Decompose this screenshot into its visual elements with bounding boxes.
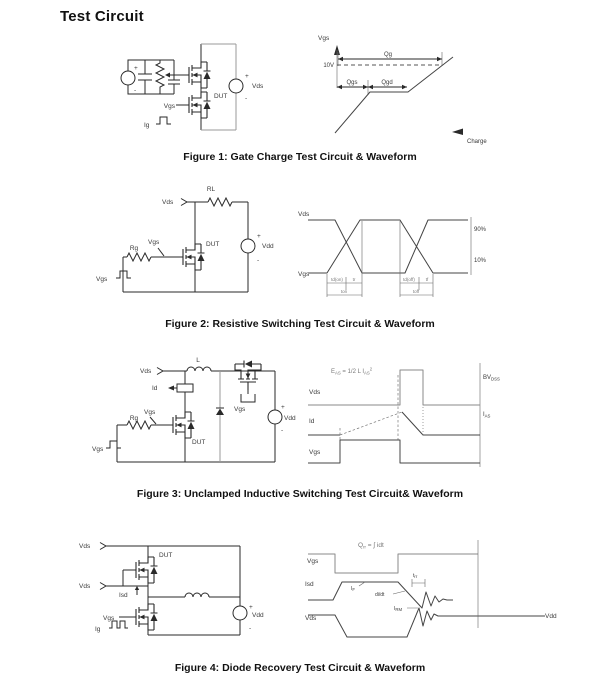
inductor-symbol	[185, 593, 209, 597]
fig1-mosfet-dut	[181, 92, 211, 118]
fig2-rl-label: RL	[206, 186, 216, 193]
fig4-caption: Figure 4: Diode Recovery Test Circuit & Waveform	[174, 662, 426, 674]
vdd-minus-label: -	[249, 625, 252, 632]
pulse-glyph	[106, 441, 121, 448]
vds-trace	[308, 608, 545, 637]
vds-probe-icon	[181, 199, 187, 206]
fig4-vgs-label: Vgs	[103, 615, 115, 622]
fig3-caption: Figure 3: Unclamped Inductive Switching Test Circuit& Waveform	[136, 488, 464, 500]
vds-probe-icon	[157, 368, 163, 375]
rg-resistor-symbol	[127, 253, 151, 261]
fig3-vdd-label: Vdd	[284, 415, 296, 422]
pulse-glyph	[156, 117, 171, 124]
fig2-circuit-diagram	[90, 180, 290, 302]
ias-label: $I_{AS}$	[483, 412, 491, 419]
fig2-waveform-chart	[290, 195, 505, 307]
fig2-vgs-drive-label: Vgs	[96, 276, 108, 283]
p90-label: 90%	[474, 227, 487, 233]
vds-source-symbol	[229, 79, 243, 93]
v10-label: 10V	[323, 63, 334, 69]
vds-probe-icon	[100, 543, 106, 550]
clamp-gate-pulse-glyph	[241, 390, 255, 402]
fig4-wave-vgs-label: Vgs	[307, 558, 319, 565]
fig1-vgs-label: Vgs	[163, 103, 175, 110]
fig4-wave-isd-label: Isd	[305, 581, 314, 588]
toff-label: toff	[412, 289, 420, 294]
fig3-wave-vgs-label: Vgs	[309, 449, 321, 456]
vds-plus-label: +	[245, 73, 249, 80]
bvdss-label: $BV_{DSS}$	[483, 375, 500, 382]
irm-label: IRM	[394, 606, 403, 613]
double-pulse-glyph	[109, 621, 128, 628]
fig1-waveform-chart	[300, 25, 500, 150]
td-off-label: td(off)	[403, 277, 415, 282]
qgs-label: Qgs	[346, 80, 358, 86]
polarity-plus-label: +	[134, 65, 138, 72]
fig4-isd-label: Isd	[119, 592, 128, 599]
fig1-ig-label: Ig	[144, 122, 150, 129]
vgs-trace	[308, 440, 480, 463]
qrr-formula: $Q_{rr}$ = ∫ idt	[358, 542, 384, 550]
charge-axis-arrow-icon	[452, 129, 463, 136]
fig4-annotations	[359, 579, 425, 608]
id-trace	[308, 412, 480, 435]
vds-minus-label: -	[245, 95, 248, 102]
fig1-vds-label: Vds	[252, 83, 264, 90]
fig4-wave-vds-label: Vds	[305, 615, 317, 622]
fig2-vds-label: Vds	[162, 199, 174, 206]
ton-label: ton	[340, 289, 348, 294]
fig2-wave-vds-label: Vds	[298, 211, 310, 218]
fig3-wave-vds-label: Vds	[309, 389, 321, 396]
p10-label: 10%	[474, 258, 487, 264]
fig4-mosfet-bottom	[128, 604, 158, 630]
vdd-plus-label: +	[281, 404, 285, 411]
fig1-mosfet-top	[181, 62, 211, 88]
vgs-probe-line	[158, 248, 164, 256]
fig4-vdd-label: Vdd	[252, 612, 264, 619]
fig2-vdd-label: Vdd	[262, 243, 274, 250]
fig4-vds-top-label: Vds	[79, 543, 91, 550]
fig3-mosfet-clamp	[235, 361, 261, 391]
trr-label: trr	[413, 573, 418, 580]
polarity-minus-label: -	[134, 87, 137, 94]
fig2-dut-label: DUT	[206, 241, 220, 248]
isd-arrow	[135, 586, 139, 590]
fig4-wave-vdd-label: Vdd	[545, 613, 557, 620]
charge-axis-label: Charge	[467, 139, 487, 145]
vdd-minus-label: -	[281, 427, 284, 434]
fig3-circuit-diagram	[90, 350, 302, 472]
tf-label: tf	[425, 277, 429, 282]
didt-label: di/dt	[375, 592, 385, 598]
rg-resistor-symbol	[127, 421, 151, 429]
fig4-dut-label: DUT	[159, 552, 173, 559]
vdd-plus-label: +	[249, 604, 253, 611]
fig3-vgs-clamp-label: Vgs	[234, 406, 246, 413]
fig2-wave-vgs-label: Vgs	[298, 271, 310, 278]
fig4-wires	[100, 543, 247, 636]
vgs-probe-line	[150, 417, 156, 424]
fig2-timing-marks	[327, 221, 433, 297]
if-label: IF	[351, 586, 356, 593]
id-current-probe	[177, 384, 193, 392]
tr-label: tr	[352, 277, 356, 282]
fig3-vgs-probe-label: Vgs	[144, 409, 156, 416]
vgs-trace	[308, 220, 468, 273]
vds-trace	[308, 370, 480, 405]
voltage-source-symbol	[121, 71, 135, 85]
fig3-dut-label: DUT	[192, 439, 206, 446]
vdd-source-symbol	[268, 410, 282, 424]
fig1-wave-vgs-axis-label: Vgs	[318, 35, 330, 42]
vdd-plus-label: +	[257, 233, 261, 240]
fig4-ig-label: Ig	[95, 626, 101, 633]
vdd-minus-label: -	[257, 257, 260, 264]
wiper-arrow	[165, 73, 170, 78]
vgs-trace	[308, 554, 478, 573]
fig3-wave-id-label: Id	[309, 418, 315, 425]
fig1-dut-label: DUT	[214, 93, 228, 100]
eas-formula: $E_{AS} = 1/2$ L $I_{AS}^2$	[331, 366, 373, 376]
fig1-circuit-diagram	[108, 30, 300, 152]
id-ramp-dashed	[340, 412, 402, 435]
fig2-mosfet-dut	[175, 244, 205, 270]
page-title: Test Circuit	[60, 8, 144, 25]
fig3-mosfet-dut	[165, 412, 195, 438]
gate-charge-trace	[335, 57, 453, 133]
fig3-l-label: L	[196, 357, 200, 364]
freewheel-diode	[216, 409, 224, 416]
fig1-caption: Figure 1: Gate Charge Test Circuit & Waveform	[183, 151, 417, 163]
fig4-waveform-chart	[295, 530, 560, 650]
td-on-label: td(on)	[331, 277, 343, 282]
fig4-mosfet-dut	[128, 557, 158, 583]
vdd-source-symbol	[241, 239, 255, 253]
fig2-vgs-probe-label: Vgs	[148, 239, 160, 246]
qg-label: Qg	[383, 52, 393, 58]
fig3-rg-label: Rg	[129, 415, 139, 422]
fig2-caption: Figure 2: Resistive Switching Test Circuit & Waveform	[165, 318, 435, 330]
fig4-circuit-diagram	[55, 525, 285, 647]
rl-resistor-symbol	[208, 198, 232, 206]
fig4-vds-mid-label: Vds	[79, 583, 91, 590]
qgd-label: Qgd	[381, 80, 393, 86]
fig3-vds-label: Vds	[140, 368, 152, 375]
fig3-waveform-chart	[295, 355, 510, 475]
fig3-vgs-drive-label: Vgs	[92, 446, 104, 453]
vds-probe-icon-2	[100, 583, 106, 590]
id-arrow	[168, 386, 174, 391]
inductor-symbol	[187, 367, 211, 371]
fig3-id-label: Id	[152, 385, 158, 392]
potentiometer-symbol	[156, 60, 164, 94]
vdd-source-symbol	[233, 606, 247, 620]
fig1-wires	[121, 44, 243, 130]
fig2-rg-label: Rg	[129, 245, 139, 252]
